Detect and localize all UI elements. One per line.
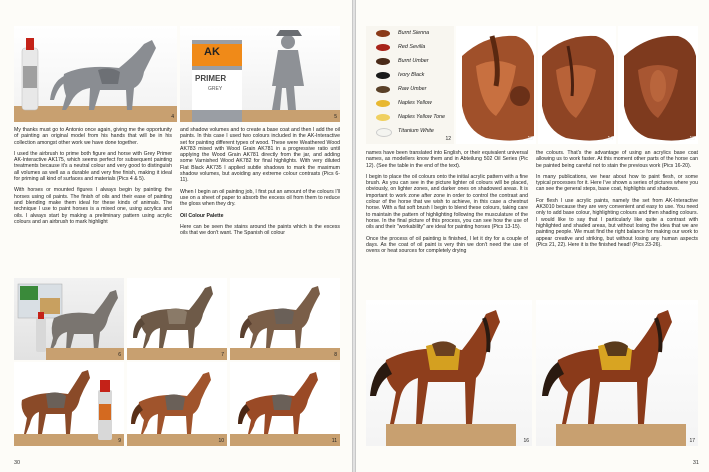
right-col2-paragraph-2: In many publications, we hear about how to paint flesh, or some typical processes for it. Here I've shown a series of pictures where you can see the general steps, base coat, highlights and shadows. — [536, 173, 698, 193]
figure-11-number: 11 — [331, 438, 337, 444]
palette-row-6 — [376, 98, 454, 110]
figure-12-number: 12 — [445, 136, 451, 142]
primer-brand: AK — [204, 46, 220, 58]
figure-11-image — [230, 362, 340, 446]
figure-17-image — [536, 300, 698, 446]
figure-5-number: 5 — [334, 114, 337, 120]
left-col1-paragraph-1: My thanks must go to Antonio once again, giving me the opportunity of painting an original model from his hands that will be in his collection amongst other work we have done together. — [14, 127, 172, 146]
figure-7 — [127, 278, 227, 360]
oil-palette-subhead: Oil Colour Palette — [180, 212, 224, 219]
figure-9 — [14, 362, 124, 446]
figure-9-number: 9 — [118, 438, 121, 444]
left-page — [0, 0, 352, 472]
left-col2-paragraph-1: and shadow volumes and to create a base coat and then I add the oil paints. In this case I used two colours included in the AK-Interactive set for painting different types of wood. These were Weathered Wood AK783 mixed with Wood Grain AK781 in a progressive ratio until applying the Wood Grain AK781 directly from the jar, and adding some Varnished Wood AK782 for final highlights. With very diluted Flat Black AK735 I applied subtle shadows to mark the maximum shadow volumes, but avoiding any extreme colour contrasts (Pics 6-11). — [180, 127, 340, 184]
palette-label-6: Naples Yellow — [398, 100, 432, 106]
palette-label-1: Burnt Sienna — [398, 30, 430, 36]
palette-row-1 — [376, 28, 454, 40]
palette-row-2 — [376, 42, 454, 54]
paint-blob-icon — [376, 58, 390, 65]
figure-8-image — [230, 278, 340, 360]
figure-4 — [14, 26, 177, 122]
figure-11 — [230, 362, 340, 446]
figure-13 — [456, 26, 536, 144]
primer-label: PRIMER — [195, 74, 227, 83]
right-folio: 31 — [692, 460, 699, 466]
right-page — [356, 0, 709, 472]
figure-9-image — [14, 362, 124, 446]
figure-8 — [230, 278, 340, 360]
palette-label-7: Naples Yellow Tone — [398, 114, 446, 120]
figure-14-number: 14 — [607, 136, 613, 142]
figure-12 — [366, 26, 454, 144]
figure-13-number: 13 — [527, 136, 533, 142]
figure-6 — [14, 278, 124, 360]
figure-8-number: 8 — [334, 352, 337, 358]
paint-blob-icon — [376, 44, 390, 51]
figure-13-image — [456, 26, 536, 144]
figure-7-image — [127, 278, 227, 360]
palette-label-8: Titanium White — [398, 128, 434, 134]
palette-row-7 — [376, 112, 454, 124]
paint-blob-icon — [376, 30, 390, 37]
left-column-2 — [180, 127, 340, 241]
figure-17-number: 17 — [689, 438, 695, 444]
figure-10-number: 10 — [218, 438, 224, 444]
palette-row-4 — [376, 70, 454, 82]
figure-10-image — [127, 362, 227, 446]
palette-label-4: Ivory Black — [398, 72, 425, 78]
figure-4-number: 4 — [171, 114, 174, 120]
figure-15 — [618, 26, 698, 144]
figure-14 — [538, 26, 616, 144]
right-col1-paragraph-3: Once the process of oil painting is finished, I let it dry for a couple of days. As the coat of oil paint is very thin we don't need the use of ovens or heat sources for completely drying — [366, 235, 528, 255]
right-col2-paragraph-1: the colours. That's the advantage of using an acrylics base coat allowing us to work faster. At this moment other parts of the horse can be painted being careful not to stain the previous work (Pics 16-20). — [536, 150, 698, 169]
figure-14-image — [538, 26, 616, 144]
left-column-1 — [14, 127, 172, 230]
figure-16 — [366, 300, 532, 446]
palette-row-5 — [376, 84, 454, 96]
palette-row-8 — [376, 126, 454, 138]
paint-blob-icon — [376, 72, 390, 79]
figure-5 — [180, 26, 340, 122]
figure-10 — [127, 362, 227, 446]
paint-blob-icon — [376, 128, 392, 137]
paint-blob-icon — [376, 114, 390, 121]
figure-16-image — [366, 300, 532, 446]
figure-4-image — [14, 26, 177, 122]
right-col1-paragraph-2: I begin to place the oil colours onto the initial acrylic pattern with a fine brush. As you can see in the picture lighter oil colours will be placed, obviously, on lighter zones, and darker ones on shadowed areas. It is important to work zone after zone in order to control the contrast and colour of the horse that we wish to achieve, in this case a chestnut horse. With a flat soft brush I begin to blend these colours, taking care to maintain the pattern of highlighting following the musculature of the horse. In the final picture of this process, you can see how the use of oils and their "workability" are ideal for painting horses (Pics 13-15). — [366, 173, 528, 231]
left-col1-paragraph-2: I used the airbrush to prime both figure and horse with Grey Primer AK-Interactive AK175, which seems perfect for subsequent painting treatments because it's a neutral colour and very good to distinguish all volumes as well as a durable and very fine finish, making it ideal for priming all kind of surfaces and materials (Pics 4 & 5). — [14, 150, 172, 183]
right-column-1 — [366, 150, 528, 259]
palette-label-3: Burnt Umber — [398, 58, 429, 64]
figure-17 — [536, 300, 698, 446]
palette-row-3 — [376, 56, 454, 68]
paint-blob-icon — [376, 86, 390, 93]
primer-color: GREY — [208, 86, 223, 92]
left-col1-paragraph-3: With horses or mounted figures I always begin by painting the horses using oil paints. The finish of oils and their ease of painting and blending make them ideal for these kinds of animals. The technique I use to paint horses is a mixed one, using acrylics and oils. I always start by making a preliminary pattern using acrylic colours and an airbrush to mark highlight — [14, 187, 172, 225]
figure-15-number: 15 — [689, 136, 695, 142]
left-col2-paragraph-2: When I begin an oil painting job, I first put an amount of the colours I'll use on a sheet of paper to absorb the excess oil from them to reduce the gloss when they dry. — [180, 188, 340, 208]
right-col1-paragraph-1: names have been translated into English, or their equivalent universal names, as modellers know them and in Abteilung 502 Oil Series (Pic 12). (See the table in the end of the text). — [366, 150, 528, 169]
figure-15-image — [618, 26, 698, 144]
right-column-2 — [536, 150, 698, 253]
figure-6-image — [14, 278, 124, 360]
paint-blob-icon — [376, 100, 390, 107]
left-folio: 30 — [14, 460, 21, 466]
palette-label-2: Red Sevilla — [398, 44, 426, 50]
right-col2-paragraph-3: For flesh I use acrylic paints, namely the set from AK-Interactive AK3010 because they are very convenient and easy to use. You need only to add base colour, highlighting colours and then shading colours. I would like to say that I particularly like quite a contrast with highlighted and shaded areas, but without losing the idea that we are painting people. We must find the right balance for making our work to appear creative and striking, but without losing any human aspects (Pics 21, 22). Here it is the finished head! (Pics 23-26). — [536, 197, 698, 248]
figure-6-number: 6 — [118, 352, 121, 358]
left-col2-paragraph-3: Here can be seen the stains around the paints which is the excess oils that we don't want. The Spanish oil colour — [180, 223, 340, 237]
figure-16-number: 16 — [523, 438, 529, 444]
figure-7-number: 7 — [221, 352, 224, 358]
palette-label-5: Raw Umber — [398, 86, 427, 92]
